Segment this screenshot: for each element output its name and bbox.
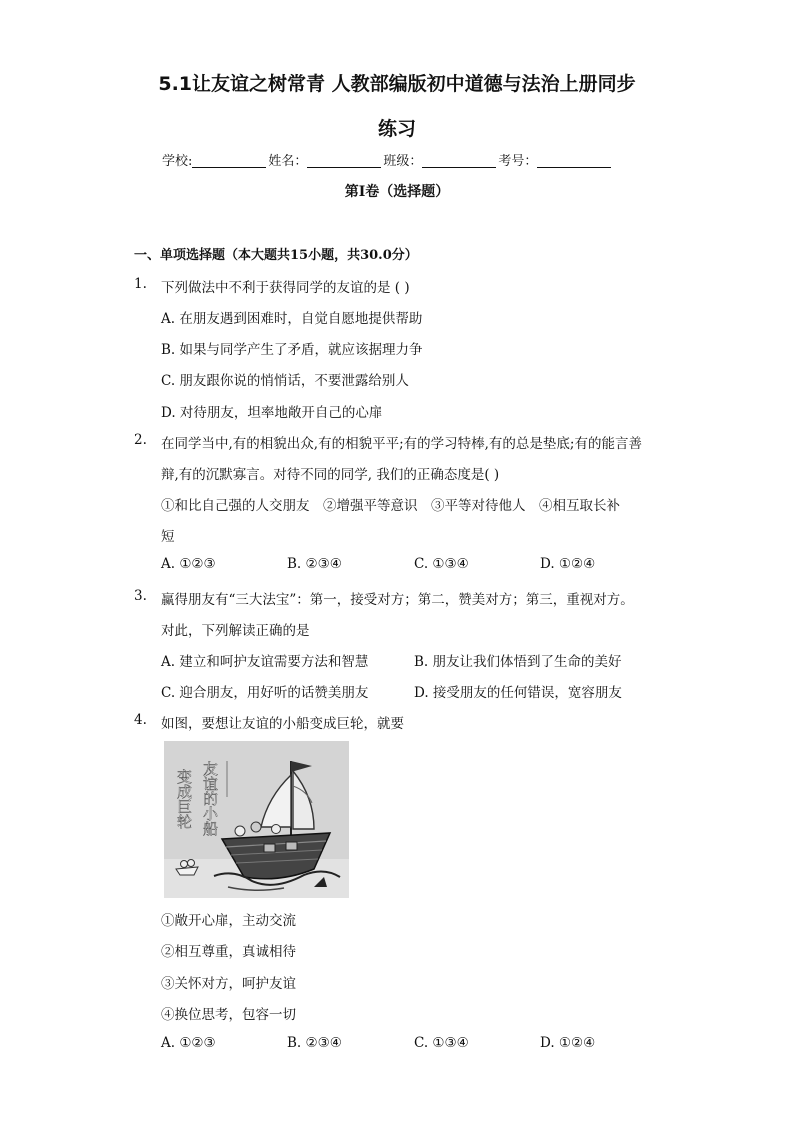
volume-heading: 第I卷（选择题）	[344, 184, 450, 200]
q3-stem-line2: 对此，下列解读正确的是	[161, 623, 310, 639]
q4-option-c[interactable]: C. ①③④	[414, 1035, 469, 1051]
class-label: 班级：	[383, 154, 423, 169]
q2-stem-line2: 辩,有的沉默寡言。对待不同的同学, 我们的正确态度是( )	[161, 467, 500, 483]
page-title-line2: 练习	[377, 118, 416, 140]
q4-option-d[interactable]: D. ①②④	[540, 1035, 596, 1051]
q2-stem-line1: 在同学当中,有的相貌出众,有的相貌平平;有的学习特棒,有的总是垫底;有的能言善	[161, 436, 642, 452]
q2-option-d[interactable]: D. ①②④	[540, 556, 596, 572]
q2-option-c[interactable]: C. ①③④	[414, 556, 469, 572]
q4-item-4: ④换位思考，包容一切	[161, 1007, 296, 1023]
q4-item-3: ③关怀对方，呵护友谊	[161, 976, 296, 992]
friendship-boat-illustration	[164, 741, 349, 898]
q3-option-d[interactable]: D. 接受朋友的任何错误，宽容朋友	[414, 685, 622, 701]
q4-item-1: ①敞开心扉，主动交流	[161, 913, 296, 929]
q4-option-b[interactable]: B. ②③④	[287, 1035, 342, 1051]
q4-stem: 如图，要想让友谊的小船变成巨轮，就要	[161, 716, 404, 732]
school-blank[interactable]	[192, 153, 266, 168]
q3-option-b[interactable]: B. 朋友让我们体悟到了生命的美好	[414, 654, 622, 670]
q1-option-a[interactable]: A. 在朋友遇到困难时，自觉自愿地提供帮助	[161, 311, 423, 327]
q2-number: 2.	[134, 432, 147, 448]
q2-option-a[interactable]: A. ①②③	[161, 556, 216, 572]
q2-option-b[interactable]: B. ②③④	[287, 556, 342, 572]
q3-stem-line1: 赢得朋友有“三大法宝”：第一，接受对方；第二，赞美对方；第三，重视对方。	[161, 592, 634, 608]
image-caption-left: 变成巨轮	[175, 769, 193, 829]
q1-option-c[interactable]: C. 朋友跟你说的悄悄话，不要泄露给别人	[161, 373, 409, 389]
exam-no-blank[interactable]	[537, 153, 611, 168]
q2-items-line2: 短	[161, 529, 175, 545]
q1-number: 1.	[134, 276, 147, 292]
exam-no-label: 考号：	[498, 154, 538, 169]
image-caption-right: 友谊的小船	[201, 761, 219, 836]
q1-option-b[interactable]: B. 如果与同学产生了矛盾，就应该据理力争	[161, 342, 423, 358]
q3-number: 3.	[134, 588, 147, 604]
q4-number: 4.	[134, 712, 147, 728]
q4-option-a[interactable]: A. ①②③	[161, 1035, 216, 1051]
student-info-row	[162, 150, 613, 169]
name-blank[interactable]	[307, 153, 381, 168]
q1-stem: 下列做法中不利于获得同学的友谊的是 ( )	[161, 280, 410, 296]
school-label: 学校:	[162, 154, 193, 169]
page-title-line1: 5.1让友谊之树常青 人教部编版初中道德与法治上册同步	[158, 73, 636, 95]
section-heading: 一、单项选择题（本大题共15小题，共30.0分）	[134, 248, 418, 263]
q3-option-a[interactable]: A. 建立和呵护友谊需要方法和智慧	[161, 654, 369, 670]
q2-items-line1: ①和比自己强的人交朋友 ②增强平等意识 ③平等对待他人 ④相互取长补	[161, 498, 620, 514]
q1-option-d[interactable]: D. 对待朋友，坦率地敞开自己的心扉	[161, 405, 383, 421]
q4-item-2: ②相互尊重，真诚相待	[161, 944, 296, 960]
class-blank[interactable]	[422, 153, 496, 168]
name-label: 姓名：	[268, 154, 308, 169]
q3-option-c[interactable]: C. 迎合朋友，用好听的话赞美朋友	[161, 685, 369, 701]
